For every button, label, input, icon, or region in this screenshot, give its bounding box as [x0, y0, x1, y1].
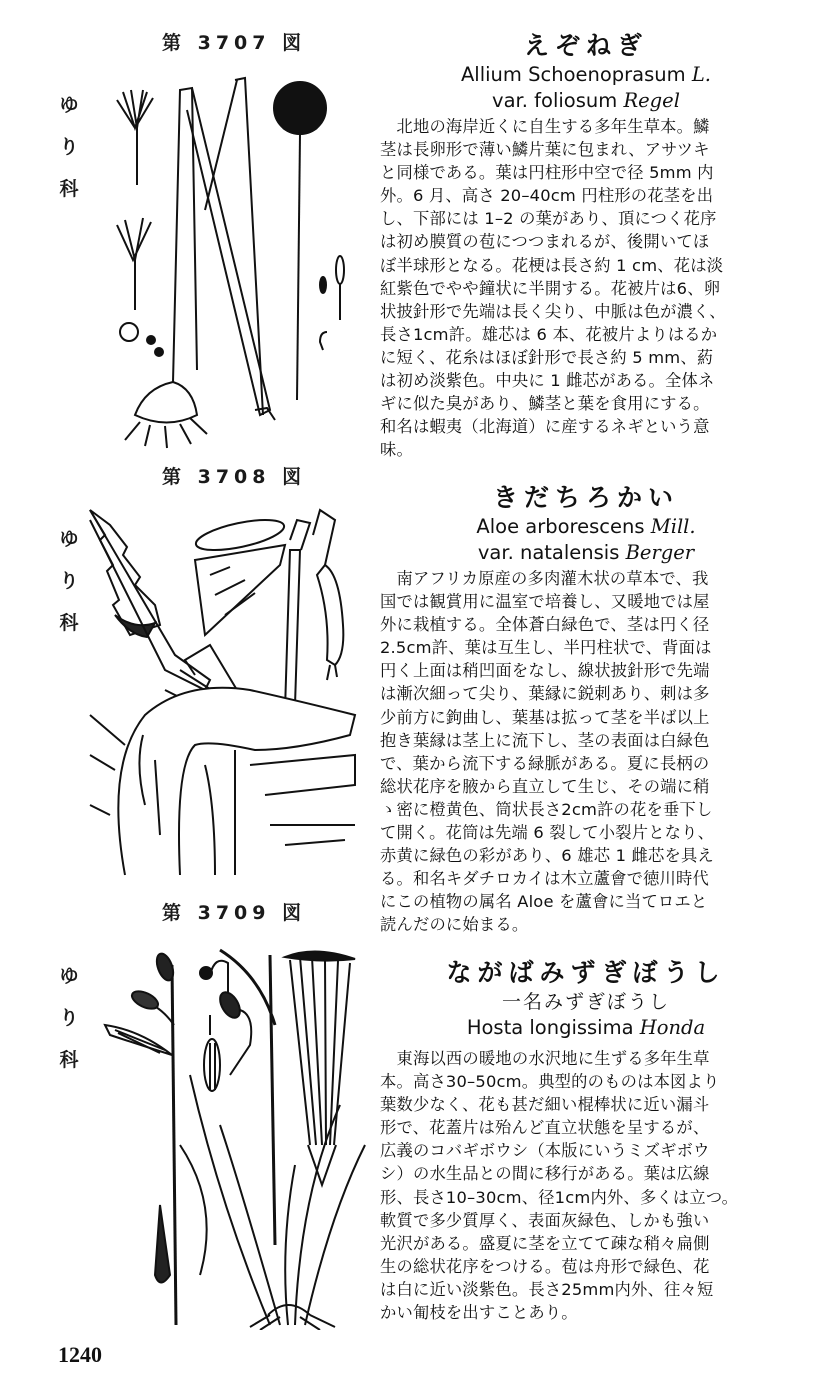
family-label: [57, 955, 81, 1081]
author-abbrev: Regel: [623, 89, 680, 112]
scientific-name: Allium Schoenoprasum L.: [460, 63, 712, 86]
plant-illustration-hosta: [100, 945, 370, 1330]
figure-label-3708: 第 3708 図: [162, 466, 307, 488]
family-char: り: [59, 1007, 79, 1029]
family-char: ゆ: [59, 528, 79, 550]
family-char: 科: [59, 1049, 79, 1071]
page-number: 1240: [58, 1342, 102, 1367]
japanese-name: えぞねぎ: [523, 31, 648, 60]
family-char: ゆ: [59, 94, 79, 116]
variety-name: var. natalensis Berger: [477, 541, 695, 564]
species-entry-nagabamizugiboushi: [380, 957, 792, 1324]
family-char: 科: [59, 612, 79, 634]
description-text: 南アフリカ原産の多肉灌木状の草本で、我 国では観賞用に温室で培養し、又暖地では屋 外に栽植する。全体蒼白緑色で、茎は円く径 2.5cm許、葉は互生し、半円柱状で、背面は 円く上面は稍凹面をなし、線状披針形で先端 は漸次細って尖り、葉縁に鋭刺あり、刺は多 少前方に鉤曲し、葉基は拡って茎を半ば以上 抱き葉縁は茎上に流下し、茎の表面は白緑色 で、葉から流下する緑脈がある。夏に長柄の 総状花序を腋から直立して生じ、その端に稍 ゝ密に橙黄色、筒状長さ2cm許の花を垂下し て開く。花筒は先端 6 裂して小裂片となり、 赤黄に緑色の彩があり、6 雄芯 1 雌芯を具え る。和名キダチロカイは木立蘆會で徳川時代 にこの植物の属名 Aloe を蘆會に当てロエと 読んだのに始まる。: [380, 569, 715, 935]
figure-label-3707: 第 3707 図: [162, 32, 307, 54]
family-label: [57, 84, 81, 210]
family-char: 科: [59, 178, 79, 200]
species-entry-kidachirokai: [380, 482, 792, 937]
species-entry-ezonegi: [380, 30, 792, 461]
scientific-name: Hosta longissima Honda: [466, 1016, 706, 1039]
family-char: ゆ: [59, 965, 79, 987]
family-label: [57, 518, 81, 644]
family-char: り: [59, 136, 79, 158]
author-abbrev: Honda: [639, 1016, 706, 1039]
family-char: り: [59, 570, 79, 592]
figure-label-3709: 第 3709 図: [162, 902, 307, 924]
plant-illustration-aloe: [85, 505, 365, 890]
description-text: 北地の海岸近くに自生する多年生草本。鱗 茎は長卵形で薄い鱗片葉に包まれ、アサツキ と同様である。葉は円柱形中空で径 5mm 内 外。6 月、高さ 20–40cm 円柱形の花茎を出 し、下部には 1–2 の葉があり、頂につく花序 は初め膜質の苞につつまれるが、後開いてほ ぼ半球形となる。花梗は長さ約 1 cm、花は淡 紅紫色でやや鐘状に半開する。花被片は6、卵 状披針形で先端は長く尖り、中脈は色が濃く、 長さ1cm許。雄芯は 6 本、花被片よりはるか に短く、花糸はほぼ針形で長さ約 5 mm、葯 は初め淡紫色。中央に 1 雌芯がある。全体ネ ギに似た臭があり、鱗茎と葉を食用にする。 和名は蝦夷（北海道）に産するネギという意 味。: [380, 117, 726, 460]
alternate-name: 一名みずぎぼうし: [501, 991, 670, 1013]
aloe-drawing-icon: [85, 505, 365, 890]
japanese-name: ながばみずぎぼうし: [446, 958, 726, 987]
description-text: 東海以西の暖地の水沢地に生ずる多年生草 本。高さ30–50cm。典型的のものは本図より 葉数少なく、花も甚だ細い棍棒状に近い漏斗 形で、花蓋片は殆んど直立状態を呈するが、 広義のコバギボウシ（本版にいうミズギボウ シ）の水生品との間に移行がある。葉は広線 形、長さ10–30cm、径1cm内外、多くは立つ。 軟質で多少質厚く、表面灰緑色、しかも強い 光沢がある。盛夏に茎を立てて疎な稍々扁側 生の総状花序をつける。苞は舟形で緑色、花 は白に近い淡紫色。長さ25mm内外、往々短 かい匍枝を出すことあり。: [380, 1049, 739, 1323]
japanese-name: きだちろかい: [492, 483, 679, 512]
scientific-name: Aloe arborescens Mill.: [476, 515, 696, 538]
allium-drawing-icon: [95, 70, 365, 450]
hosta-drawing-icon: [100, 945, 370, 1330]
plant-illustration-allium: [95, 70, 365, 450]
author-abbrev: Berger: [625, 541, 695, 564]
author-abbrev: Mill.: [650, 515, 696, 538]
variety-name: var. foliosum Regel: [492, 89, 680, 112]
author-abbrev: L.: [691, 63, 712, 86]
